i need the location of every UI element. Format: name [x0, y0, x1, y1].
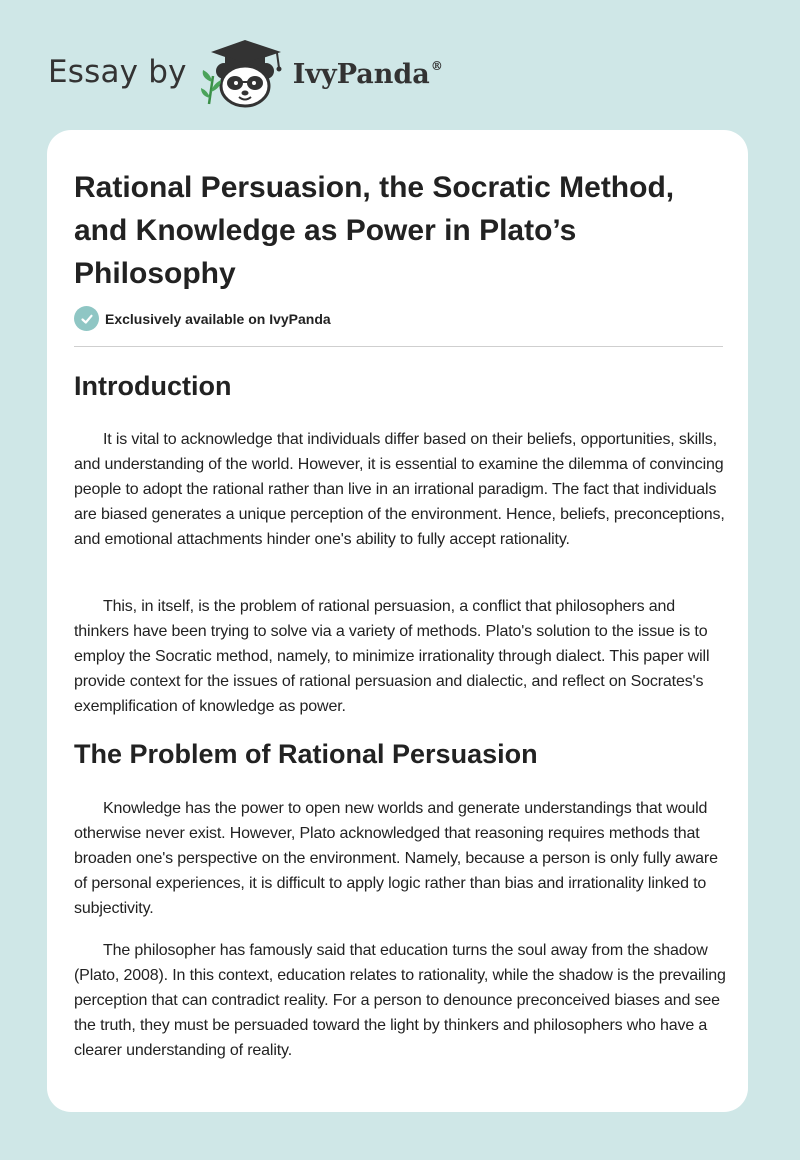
paragraph: This, in itself, is the problem of rational persuasion, a conflict that philosophers and thinkers have been trying to solve via a variety of methods. Plato's solution to the issue is to employ the Socratic method, namely, to minimize irrationality through dialect. This paper will provide context for the issues of rational persuasion and dialectic, and reflect on Socrates's exemplification of knowledge as power. — [74, 598, 710, 715]
paragraph: Knowledge has the power to open new worlds and generate understandings that would otherwise never exist. However, Plato acknowledged that reasoning requires methods that broaden one's perspective on the environment. Namely, because a person is only fully aware of personal experiences, it is difficult to apply logic rather than bias and irrationality linked to subjectivity. — [74, 800, 718, 917]
essay-card — [47, 130, 748, 1112]
brand-prefix: Essay by — [48, 54, 187, 90]
exclusive-label: Exclusively available on IvyPanda — [105, 310, 331, 327]
section-heading-introduction: Introduction — [74, 371, 232, 401]
essay-title: Rational Persuasion, the Socratic Method, and Knowledge as Power in Plato’s Philosophy — [74, 171, 675, 290]
paragraph: It is vital to acknowledge that individuals differ based on their beliefs, opportunities, skills, and understanding of the world. However, it is essential to examine the dilemma of convincing people to adopt the rational rather than live in an irrational paradigm. The fact that individuals are biased generates a unique perception of the environment. Hence, beliefs, preconceptions, and emotional attachments hinder one's ability to fully accept rationality. — [74, 431, 725, 548]
exclusive-badge — [74, 306, 331, 331]
brand-name: IvyPanda® — [292, 58, 443, 90]
paragraph: The philosopher has famously said that education turns the soul away from the shadow (Plato, 2008). In this context, education relates to rationality, while the shadow is the prevailing perception that can contradict reality. For a person to denounce preconceived biases and see the truth, they must be persuaded toward the light by thinkers and philosophers who have a clearer understanding of reality. — [74, 942, 726, 1059]
title-divider — [74, 346, 723, 347]
check-icon — [74, 306, 99, 331]
brand-header — [48, 38, 443, 108]
registered-mark: ® — [430, 58, 443, 73]
section-heading-rational-persuasion: The Problem of Rational Persuasion — [74, 739, 538, 769]
panda-logo-icon — [199, 38, 291, 108]
